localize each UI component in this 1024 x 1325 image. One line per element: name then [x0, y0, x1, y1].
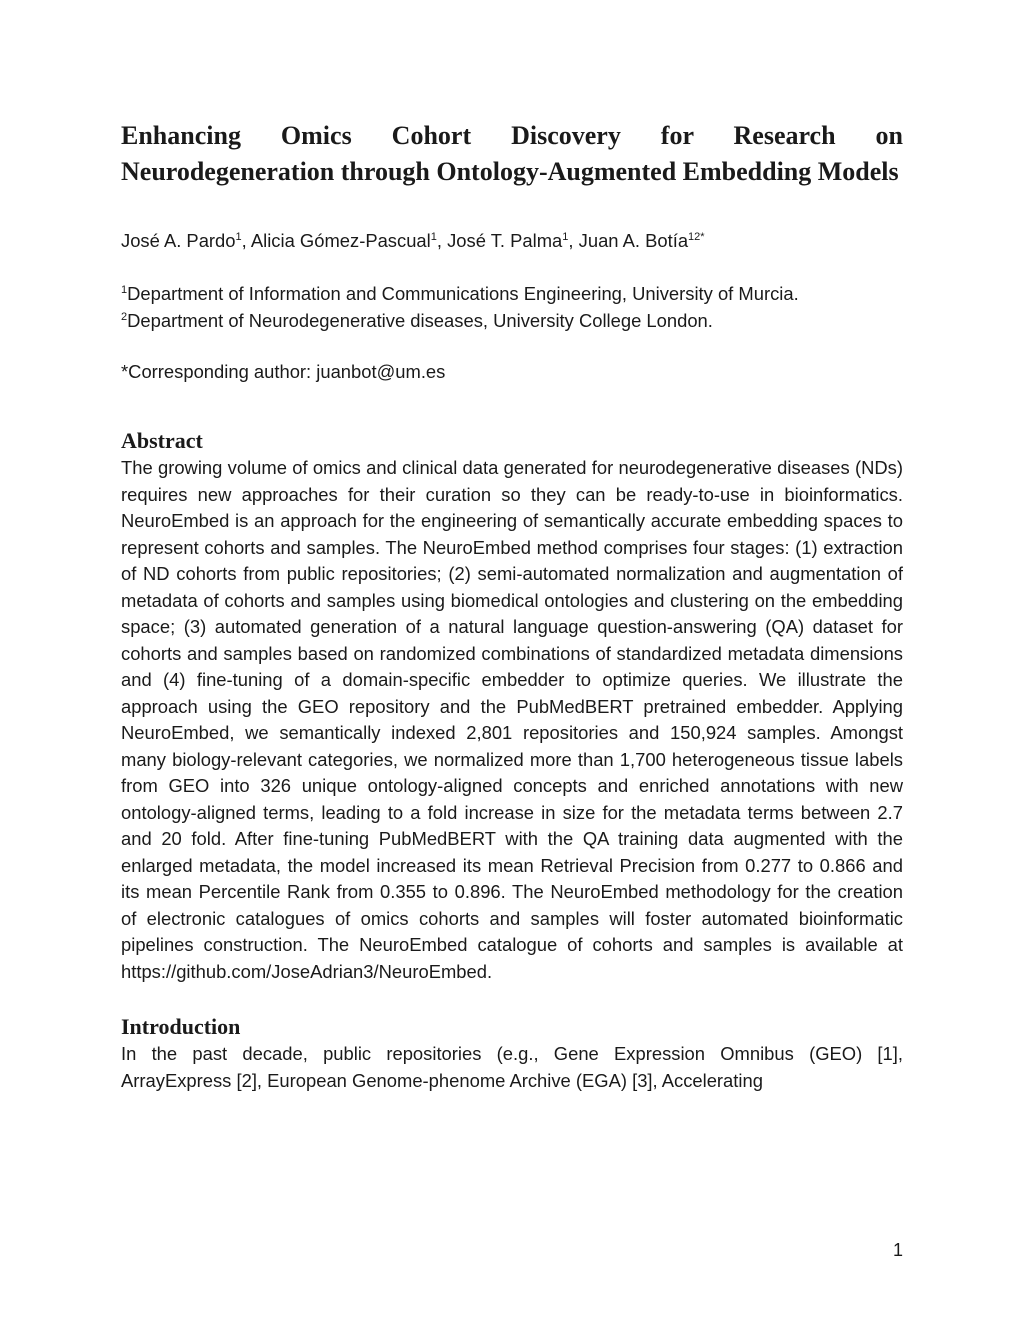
introduction-heading: Introduction	[121, 1014, 241, 1039]
abstract-heading: Abstract	[121, 428, 203, 453]
author: José A. Pardo$^1$,	[121, 230, 251, 251]
author-list	[121, 228, 903, 254]
page-number: 1	[892, 1240, 903, 1260]
affiliation: $^2$Department of Neurodegenerative diseases, University College London.	[121, 310, 713, 331]
introduction-text: In the past decade, public repositories (e.g., Gene Expression Omnibus (GEO) [1], ArrayExpress [2], European Genome-phenome Archive (EGA) [3], Accelerating	[121, 1043, 903, 1091]
paper-title: Enhancing Omics Cohort Discovery for Research on Neurodegeneration through Ontology-Augmented Embedding Models	[121, 121, 903, 186]
abstract-text: The growing volume of omics and clinical data generated for neurodegenerative diseases (NDs) requires new approaches for their curation so they can be ready-to-use in bioinformatics. NeuroEmbed is an approach for the engineering of semantically accurate embedding spaces to represent cohorts and samples. The NeuroEmbed method comprises four stages: (1) extraction of ND cohorts from public repositories; (2) semi-automated normalization and augmentation of metadata of cohorts and samples using biomedical ontologies and clustering on the embedding space; (3) automated generation of a natural language question-answering (QA) dataset for cohorts and samples based on randomized combinations of standardized metadata dimensions and (4) fine-tuning of a domain-specific embedder to optimize queries. We illustrate the approach using the GEO repository and the PubMedBERT pretrained embedder. Applying NeuroEmbed, we semantically indexed 2,801 repositories and 150,924 samples. Amongst many biology-relevant categories, we normalized more than 1,700 heterogeneous tissue labels from GEO into 326 unique ontology-aligned concepts and enriched annotations with new ontology-aligned terms, leading to a fold increase in size for the metadata terms between 2.7 and 20 fold. After fine-tuning PubMedBERT with the QA training data augmented with the enlarged metadata, the model increased its mean Retrieval Precision from 0.277 to 0.866 and its mean Percentile Rank from 0.355 to 0.896. The NeuroEmbed methodology for the creation of electronic catalogues of omics cohorts and samples will foster automated bioinformatic pipelines construction. The NeuroEmbed catalogue of cohorts and samples is available at https://github.com/JoseAdrian3/NeuroEmbed.	[121, 457, 903, 982]
paper-page	[121, 118, 903, 1094]
affiliation: $^1$Department of Information and Communications Engineering, University of Murcia.	[121, 283, 799, 304]
author: José T. Palma$^1$,	[447, 230, 579, 251]
affiliations	[121, 280, 903, 334]
author: Juan A. Botía$^{12*}$	[578, 230, 705, 251]
author: Alicia Gómez-Pascual$^1$,	[250, 230, 448, 251]
corresponding-author: *Corresponding author: juanbot@um.es	[121, 361, 446, 382]
